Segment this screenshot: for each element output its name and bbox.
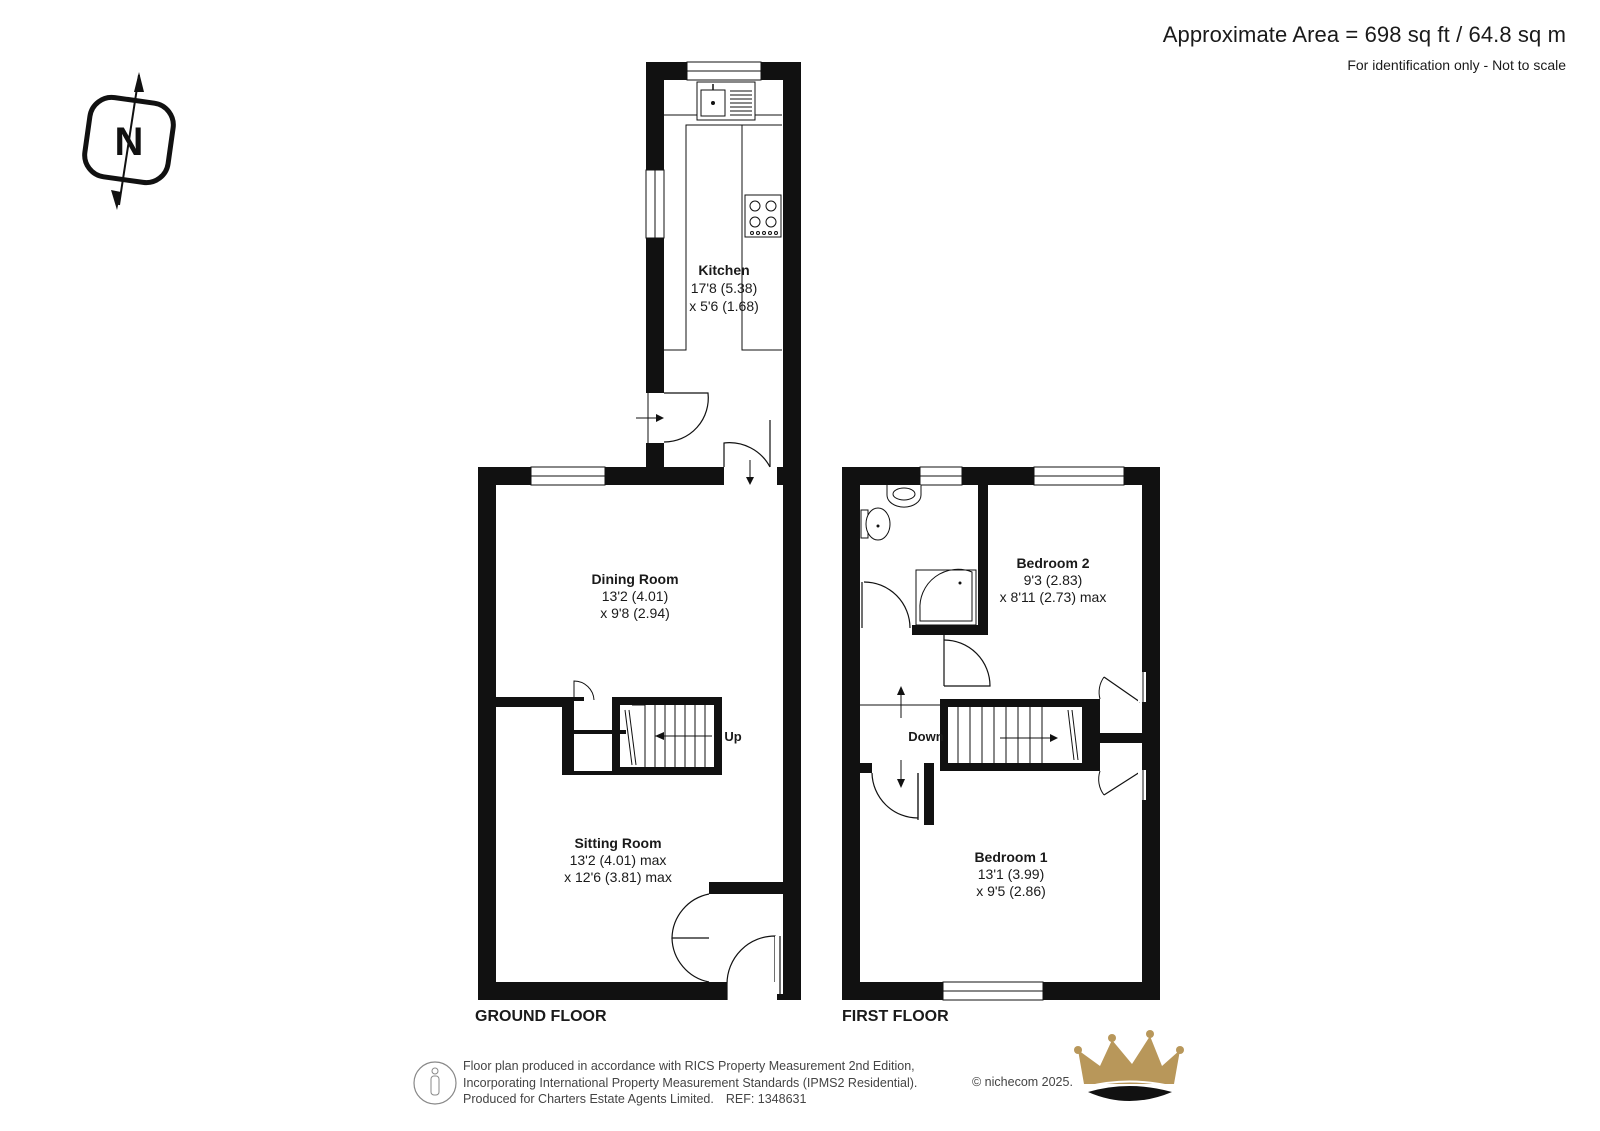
sitting-dim2: x 12'6 (3.81) max — [564, 869, 672, 885]
footer-line-3 — [463, 1091, 917, 1108]
dining-dim1: 13'2 (4.01) — [601, 588, 669, 604]
sink-icon — [697, 82, 755, 120]
bedroom2-dim2: x 8'11 (2.73) max — [999, 589, 1107, 605]
bedroom2-dim1: 9'3 (2.83) — [1023, 572, 1083, 588]
stairs-down-label: Down — [908, 729, 944, 744]
ground-floor-label: GROUND FLOOR — [475, 1008, 607, 1025]
toilet-icon — [861, 508, 890, 540]
footer-line-1: Floor plan produced in accordance with RICS Property Measurement 2nd Edition, — [463, 1059, 915, 1073]
approximate-area: Approximate Area = 698 sq ft / 64.8 sq m — [1162, 22, 1566, 47]
first-floor-label: FIRST FLOOR — [842, 1008, 949, 1025]
basin-icon — [887, 485, 921, 507]
sitting-dim1: 13'2 (4.01) max — [569, 852, 667, 868]
footer-text — [463, 1058, 917, 1108]
footer-produced-for: Produced for Charters Estate Agents Limited. — [463, 1092, 714, 1106]
bedroom1-dim1: 13'1 (3.99) — [977, 866, 1045, 882]
hob-icon — [745, 195, 781, 237]
footer-ref: REF: 1348631 — [725, 1092, 807, 1106]
sitting-name: Sitting Room — [574, 835, 662, 851]
shower-icon — [916, 569, 976, 625]
dining-dim2: x 9'8 (2.94) — [600, 605, 670, 621]
footer-line-2: Incorporating International Property Measurement Standards (IPMS2 Residential). — [463, 1075, 918, 1090]
bedroom2-name: Bedroom 2 — [1016, 555, 1090, 571]
compass-letter: N — [114, 120, 144, 164]
first-floor — [842, 467, 1160, 1000]
stairs-up-label: Up — [724, 729, 742, 744]
north-arrow-icon — [82, 72, 176, 210]
kitchen-dim2: x 5'6 (1.68) — [689, 298, 759, 314]
dining-name: Dining Room — [591, 571, 679, 587]
scale-note: For identification only - Not to scale — [1347, 57, 1566, 73]
bedroom1-dim2: x 9'5 (2.86) — [976, 883, 1046, 899]
person-icon — [414, 1062, 456, 1104]
kitchen-dim1: 17'8 (5.38) — [690, 280, 758, 296]
copyright: © nichecom 2025. — [972, 1075, 1073, 1089]
crown-logo — [1074, 1030, 1184, 1101]
kitchen-name: Kitchen — [698, 262, 750, 278]
bedroom1-name: Bedroom 1 — [974, 849, 1048, 865]
